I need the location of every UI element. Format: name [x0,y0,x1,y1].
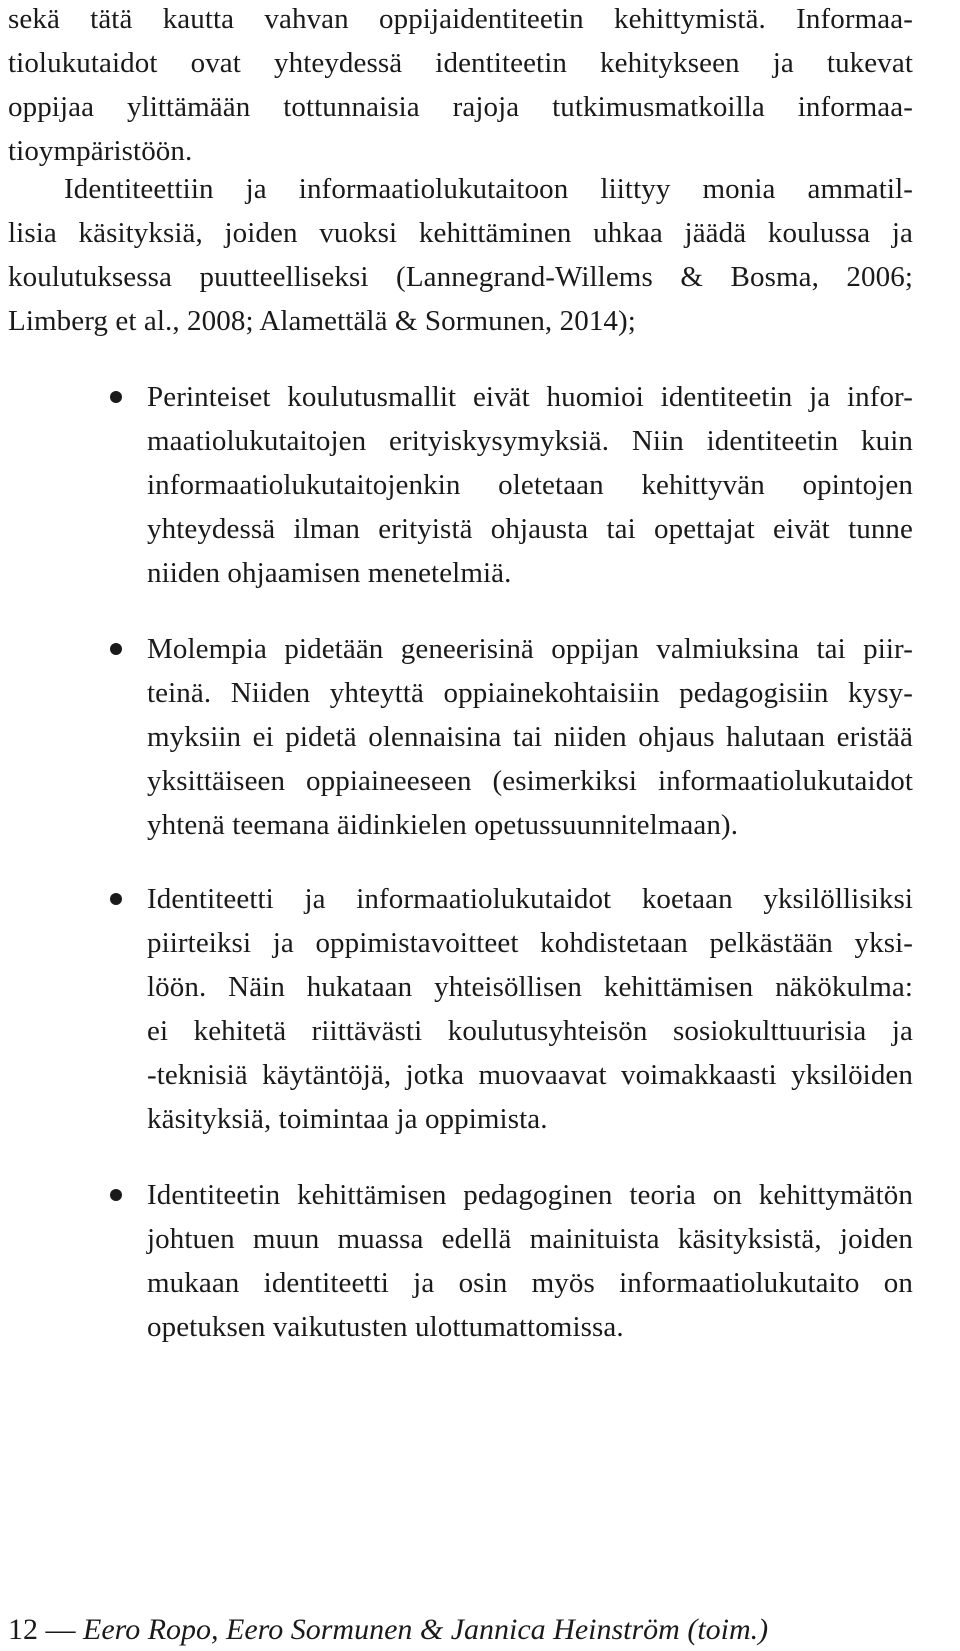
bullet-point-4 [110,1189,122,1201]
bullet-point-3 [110,893,122,905]
intro-line-1: sekä tätä kautta vahvan oppijaidentiteetin kehittymistä. Informaa- [8,3,913,35]
bullet-3-line-2: piirteiksi ja oppimistavoitteet kohdistetaan pelkästään yksi- [147,927,913,959]
bullet-1-line-2: maatiolukutaitojen erityiskysymyksiä. Niin identiteetin kuin [147,425,913,457]
intro-line-4: tioympäristöön. [8,135,193,167]
bullet-4-line-2: johtuen muun muassa edellä mainituista käsityksistä, joiden [147,1223,913,1255]
bullet-1-line-3: informaatiolukutaitojenkin oletetaan kehittyvän opintojen [147,469,913,501]
page-footer [8,1610,768,1650]
page-number: 12 [8,1613,38,1646]
bullet-4-line-1: Identiteetin kehittämisen pedagoginen teoria on kehittymätön [147,1179,913,1211]
paragraph2-line-1: Identiteettiin ja informaatiolukutaitoon liittyy monia ammatil- [64,173,913,205]
bullet-2-line-1: Molempia pidetään geneerisinä oppijan valmiuksina tai piir- [147,633,913,665]
paragraph2-line-4: Limberg et al., 2008; Alamettälä & Sormunen, 2014); [8,305,636,337]
footer-dash: — [45,1613,76,1646]
bullet-3-line-3: löön. Näin hukataan yhteisöllisen kehittämisen näkökulma: [147,971,913,1003]
bullet-1-line-4: yhteydessä ilman erityistä ohjausta tai opettajat eivät tunne [147,513,913,545]
bullet-3-line-1: Identiteetti ja informaatiolukutaidot koetaan yksilöllisiksi [147,883,913,915]
bullet-4-line-4: opetuksen vaikutusten ulottumattomissa. [147,1311,624,1343]
intro-line-3: oppijaa ylittämään tottunnaisia rajoja tutkimusmatkoilla informaa- [8,91,913,123]
bullet-1-line-1: Perinteiset koulutusmallit eivät huomioi identiteetin ja infor- [147,381,913,413]
bullet-2-line-5: yhtenä teemana äidinkielen opetussuunnitelmaan). [147,809,739,841]
paragraph2-line-2: lisia käsityksiä, joiden vuoksi kehittäminen uhkaa jäädä koulussa ja [8,217,913,249]
footer-credits: Eero Ropo, Eero Sormunen & Jannica Heinström (toim.) [83,1613,769,1646]
bullet-2-line-4: yksittäiseen oppiaineeseen (esimerkiksi informaatiolukutaidot [147,765,913,797]
bullet-point-1 [110,391,122,403]
intro-line-2: tiolukutaidot ovat yhteydessä identiteetin kehitykseen ja tukevat [8,47,913,79]
bullet-point-2 [110,643,122,655]
bullet-3-line-4: ei kehitetä riittävästi koulutusyhteisön sosiokulttuurisia ja [147,1015,913,1047]
bullet-4-line-3: mukaan identiteetti ja osin myös informaatiolukutaito on [147,1267,913,1299]
bullet-2-line-3: myksiin ei pidetä olennaisina tai niiden ohjaus halutaan eristää [147,721,913,753]
paragraph2-line-3: koulutuksessa puutteelliseksi (Lannegrand-Willems & Bosma, 2006; [8,261,913,293]
bullet-1-line-5: niiden ohjaamisen menetelmiä. [147,557,512,589]
bullet-3-line-5: -teknisiä käytäntöjä, jotka muovaavat voimakkaasti yksilöiden [147,1059,913,1091]
bullet-2-line-2: teinä. Niiden yhteyttä oppiainekohtaisiin pedagogisiin kysy- [147,677,913,709]
bullet-3-line-6: käsityksiä, toimintaa ja oppimista. [147,1103,548,1135]
